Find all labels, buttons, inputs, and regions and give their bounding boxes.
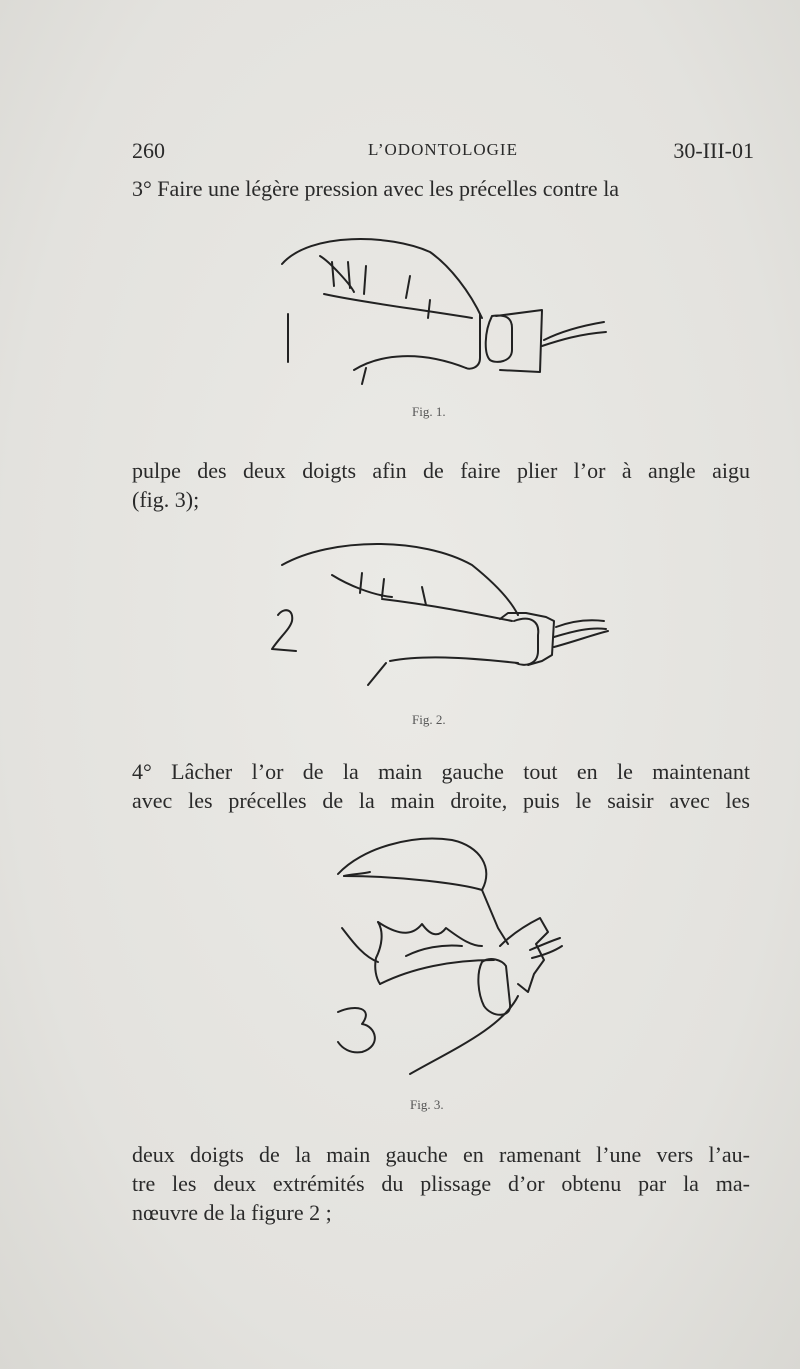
text-line: avec les précelles de la main droite, puis le saisir avec les [132, 788, 750, 813]
page-number: 260 [132, 138, 165, 163]
paragraph-continuation [132, 456, 750, 514]
text-line: 3° Faire une légère pression avec les précelles contre la [132, 176, 620, 201]
text-line: deux doigts de la main gauche en ramenant l’une vers l’au- [132, 1142, 750, 1167]
figure-1-caption: Fig. 1. [412, 404, 446, 419]
figure-2-illustration [262, 535, 612, 695]
paragraph-continuation-2 [132, 1140, 750, 1227]
text-line: pulpe des deux doigts afin de faire plier l’or à angle aigu [132, 458, 750, 483]
running-header [132, 138, 754, 168]
figure-1-illustration [270, 222, 610, 392]
text-line: (fig. 3); [132, 487, 200, 512]
text-line: 4° Lâcher l’or de la main gauche tout en le maintenant [132, 759, 750, 784]
text-line: nœuvre de la figure 2 ; [132, 1200, 332, 1225]
issue-date: 30-III-01 [673, 138, 754, 163]
paragraph-step-4 [132, 757, 750, 815]
figure-3-caption: Fig. 3. [410, 1097, 444, 1112]
figure-2-caption: Fig. 2. [412, 712, 446, 727]
paragraph-step-3 [132, 174, 750, 203]
running-title: L’ODONTOLOGIE [368, 140, 518, 159]
figure-3-illustration [322, 828, 572, 1078]
text-line: tre les deux extrémités du plissage d’or obtenu par la ma- [132, 1171, 750, 1196]
